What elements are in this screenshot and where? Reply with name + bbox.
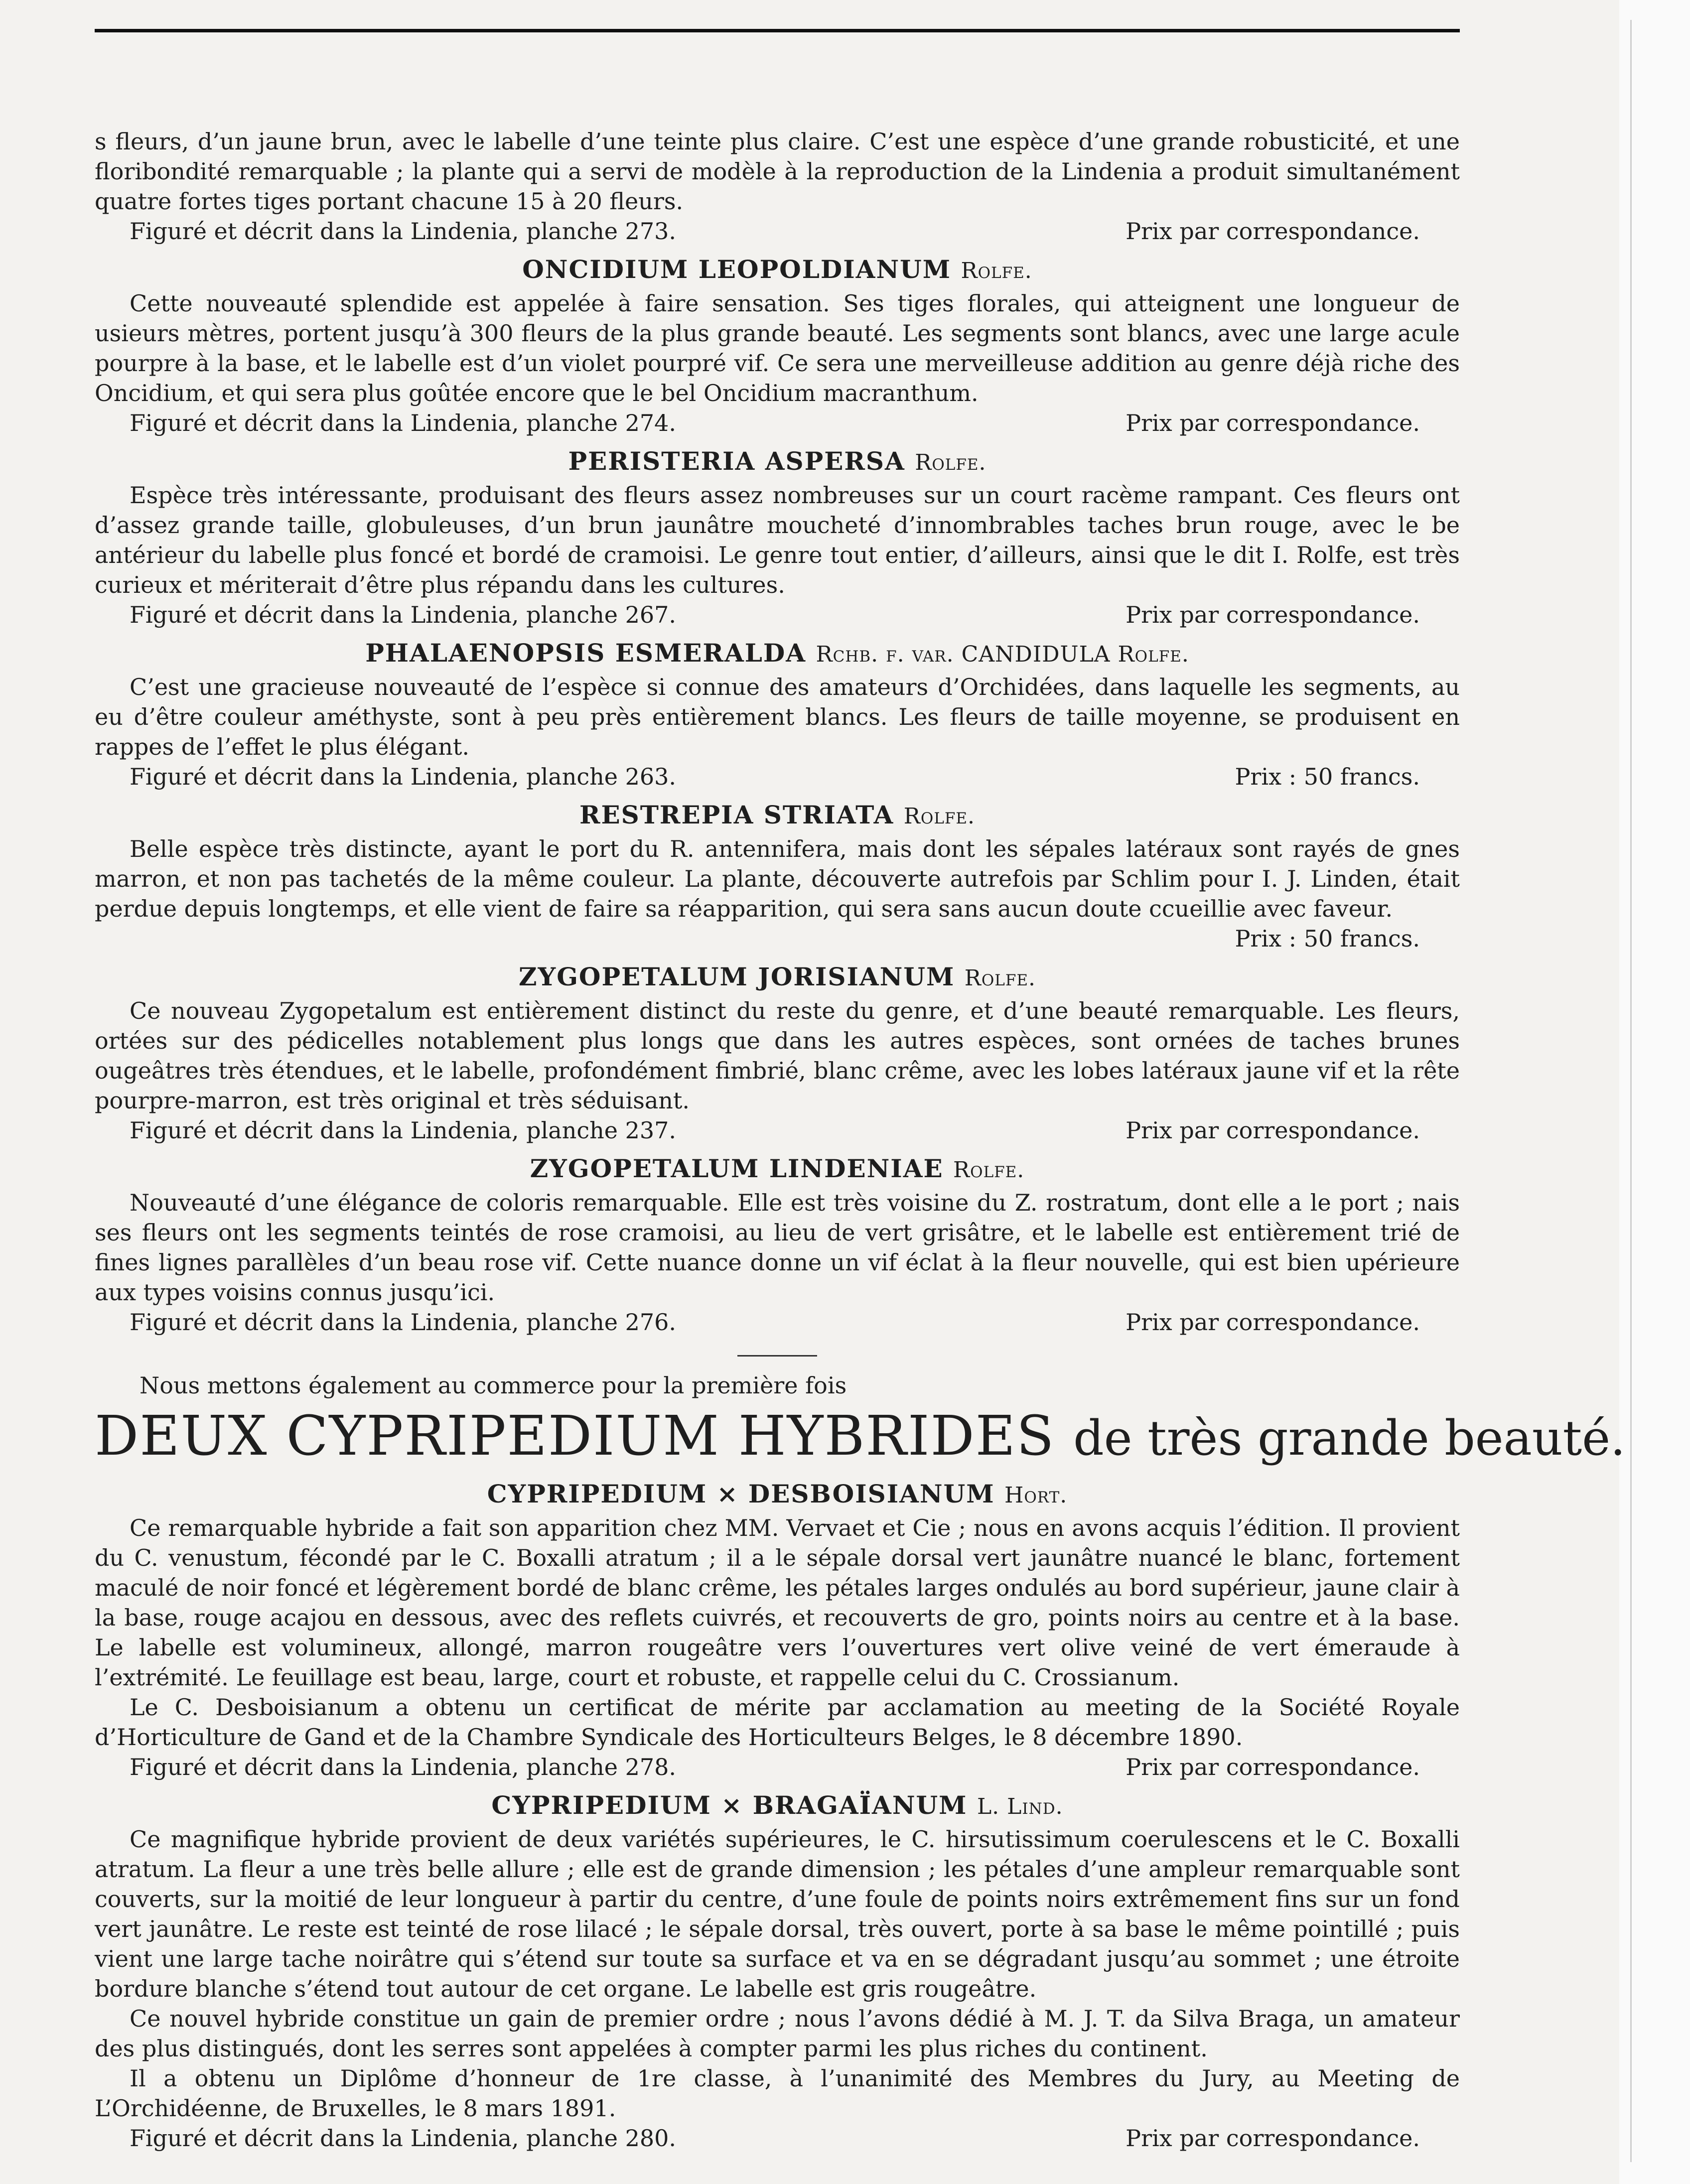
entry-heading — [95, 637, 1460, 671]
figure-row — [95, 2123, 1460, 2153]
figure-row — [95, 762, 1460, 792]
page-title-main: DEUX CYPRIPEDIUM HYBRIDES — [95, 1404, 1055, 1468]
price: Prix par correspondance. — [1126, 1117, 1420, 1144]
page-content — [95, 120, 1626, 2153]
entry-author: Rolfe. — [964, 965, 1036, 991]
top-rule — [95, 29, 1460, 32]
entry-title: ZYGOPETALUM JORISIANUM — [519, 962, 955, 991]
price: Prix : 50 francs. — [1235, 763, 1420, 790]
price: Prix par correspondance. — [1126, 410, 1420, 436]
entry-body: Ce remarquable hybride a fait son apparition chez MM. Vervaet et Cie ; nous en avons acquis l’édition. Il provient du C. venustum, fécondé par le C. Boxalli atratum ; il a le sépale dorsal vert jaunâtre nuancé le blanc, fortement maculé de noir foncé et légèrement bordé de blanc crême, les pétales larges ondulés au bord supérieur, jaune clair à la base, rouge acajou en dessous, avec des reflets cuivrés, et recouverts de gro, points noirs au centre et à la base. Le labelle est volumineux, allongé, marron rougeâtre vers l’ouvertures vert olive veiné de vert émeraude à l’extrémité. Le feuillage est beau, large, court et robuste, et rappelle celui du C. Crossianum. — [95, 1514, 1460, 1691]
entry-peristeria — [95, 445, 1460, 630]
entry-heading — [95, 1478, 1460, 1512]
section-divider — [737, 1355, 817, 1357]
entry-title: PHALAENOPSIS ESMERALDA — [365, 638, 807, 668]
page-edge — [1619, 0, 1690, 2184]
figure-row — [95, 924, 1460, 954]
top-entry — [95, 127, 1460, 246]
entry-phalaenopsis — [95, 637, 1460, 792]
figure-ref: Figuré et décrit dans la Lindenia, planche 276. — [130, 1309, 677, 1336]
entry-restrepia — [95, 799, 1460, 954]
entry-author: Rchb. f. var. CANDIDULA Rolfe. — [816, 642, 1189, 667]
entry-heading — [95, 799, 1460, 833]
entry-title: ZYGOPETALUM LINDENIAE — [530, 1154, 944, 1183]
entry-body: Cette nouveauté splendide est appelée à faire sensation. Ses tiges florales, qui atteignent une longueur de usieurs mètres, portent jusqu’à 300 fleurs de la plus grande beauté. Les segments sont blancs, avec une large acule pourpre à la base, et le labelle est d’un violet pourpré vif. Ce sera une merveilleuse addition au genre déjà riche des Oncidium, et qui sera plus goûtée encore que le bel Oncidium macranthum. — [95, 290, 1460, 407]
entry-author: Rolfe. — [903, 804, 976, 829]
figure-ref: Figuré et décrit dans la Lindenia, planche 267. — [130, 601, 677, 628]
entry-body: Ce nouveau Zygopetalum est entièrement distinct du reste du genre, et d’une beauté remarquable. Les fleurs, ortées sur des pédicelles notablement plus longs que dans les autres espèces, sont ornées de taches brunes ougeâtres très étendues, et le labelle, profondément fimbrié, blanc crême, avec les lobes latéraux jaune vif et la rête pourpre-marron, est très original et très séduisant. — [95, 997, 1460, 1114]
entry-body: C’est une gracieuse nouveauté de l’espèce si connue des amateurs d’Orchidées, dans laquelle les segments, au eu d’être couleur améthyste, sont à peu près entièrement blancs. Les fleurs de taille moyenne, se produisent en rappes de l’effet le plus élégant. — [95, 674, 1460, 760]
page-title — [95, 1403, 1626, 1471]
entry-heading — [95, 253, 1460, 287]
intro-line: Nous mettons également au commerce pour la première fois — [140, 1372, 847, 1399]
figure-ref: Figuré et décrit dans la Lindenia, planche 274. — [130, 410, 677, 436]
entry-body-2: Le C. Desboisianum a obtenu un certificat de mérite par acclamation au meeting de la Société Royale d’Horticulture de Gand et de la Chambre Syndicale des Horticulteurs Belges, le 8 décembre 1890. — [95, 1694, 1460, 1751]
price: Prix par correspondance. — [1126, 2125, 1420, 2152]
entry-title: CYPRIPEDIUM × BRAGAÏANUM — [491, 1790, 968, 1820]
entry-title: RESTREPIA STRIATA — [579, 800, 894, 829]
price: Prix par correspondance. — [1126, 1309, 1420, 1336]
entry-title: CYPRIPEDIUM × DESBOISIANUM — [487, 1479, 995, 1508]
entry-body: Nouveauté d’une élégance de coloris remarquable. Elle est très voisine du Z. rostratum, dont elle a le port ; nais ses fleurs ont les segments teintés de rose cramoisi, au lieu de vert grisâtre, et le labelle est entièrement trié de fines lignes parallèles d’un beau rose vif. Cette nuance donne un vif éclat à la fleur nouvelle, qui est bien upérieure aux types voisins connus jusqu’ici. — [95, 1189, 1460, 1306]
figure-ref: Figuré et décrit dans la Lindenia, planche 237. — [130, 1117, 677, 1144]
entry-heading — [95, 960, 1460, 995]
entry-title: PERISTERIA ASPERSA — [568, 446, 905, 476]
entry-desboisianum — [95, 1478, 1460, 1782]
entry-heading — [95, 445, 1460, 479]
price: Prix par correspondance. — [1126, 218, 1420, 245]
entry-title: ONCIDIUM LEOPOLDIANUM — [522, 255, 952, 284]
price: Prix par correspondance. — [1126, 1754, 1420, 1780]
entry-bragaianum — [95, 1789, 1460, 2153]
entry-author: Rolfe. — [915, 450, 986, 475]
entry-zygopetalum-jorisianum — [95, 960, 1460, 1145]
page-edge-line — [1630, 20, 1632, 2162]
price: Prix par correspondance. — [1126, 601, 1420, 628]
entry-body: Belle espèce très distincte, ayant le port du R. antennifera, mais dont les sépales latéraux sont rayés de gnes marron, et non pas tachetés de la même couleur. La plante, découverte autrefois par Schlim pour I. J. Linden, était perdue depuis longtemps, et elle vient de faire sa réapparition, qui sera sans aucun doute ccueillie avec faveur. — [95, 835, 1460, 922]
figure-row — [95, 216, 1460, 246]
page-title-rest: de très grande beauté. — [1073, 1410, 1626, 1466]
figure-row — [95, 408, 1460, 438]
figure-row — [95, 1307, 1460, 1337]
entry-author: L. Lind. — [977, 1794, 1063, 1819]
entry-oncidium — [95, 253, 1460, 438]
entry-body-3: Il a obtenu un Diplôme d’honneur de 1re classe, à l’unanimité des Membres du Jury, au Meeting de L’Orchidéenne, de Bruxelles, le 8 mars 1891. — [95, 2065, 1460, 2122]
entry-body: Espèce très intéressante, produisant des fleurs assez nombreuses sur un court racème rampant. Ces fleurs ont d’assez grande taille, globuleuses, d’un brun jaunâtre moucheté d’innombrables taches brun rouge, avec le be antérieur du labelle plus foncé et bordé de cramoisi. Le genre tout entier, d’ailleurs, ainsi que le dit I. Rolfe, est très curieux et mériterait d’être plus répandu dans les cultures. — [95, 482, 1460, 598]
figure-ref: Figuré et décrit dans la Lindenia, planche 273. — [130, 218, 677, 245]
entry-author: Hort. — [1004, 1483, 1068, 1508]
figure-row — [95, 1115, 1460, 1145]
figure-ref: Figuré et décrit dans la Lindenia, planche 263. — [130, 763, 677, 790]
entry-author: Rolfe. — [953, 1157, 1025, 1183]
entry-zygopetalum-lindeniae — [95, 1152, 1460, 1337]
figure-ref: Figuré et décrit dans la Lindenia, planche 278. — [130, 1754, 677, 1780]
figure-row — [95, 1752, 1460, 1782]
entry-heading — [95, 1789, 1460, 1823]
top-paragraph: s fleurs, d’un jaune brun, avec le labelle d’une teinte plus claire. C’est une espèce d’une grande robusticité, et une floribondité remarquable ; la plante qui a servi de modèle à la reproduction de la Lindenia a produit simultanément quatre fortes tiges portant chacune 15 à 20 fleurs. — [95, 128, 1460, 215]
entry-body: Ce magnifique hybride provient de deux variétés supérieures, le C. hirsutissimum coerulescens et le C. Boxalli atratum. La fleur a une très belle allure ; elle est de grande dimension ; les pétales d’une ampleur remarquable sont couverts, sur la moitié de leur longueur à partir du centre, d’une foule de points noirs extrêmement fins sur un fond vert jaunâtre. Le reste est teinté de rose lilacé ; le sépale dorsal, très ouvert, porte à sa base le même pointillé ; puis vient une large tache noirâtre qui s’étend sur toute sa surface et va en se dégradant jusqu’au sommet ; une étroite bordure blanche s’étend tout autour de cet organe. Le labelle est gris rougeâtre. — [95, 1826, 1460, 2002]
entry-author: Rolfe. — [961, 258, 1032, 283]
figure-ref: Figuré et décrit dans la Lindenia, planche 280. — [130, 2125, 677, 2152]
price: Prix : 50 francs. — [1235, 925, 1420, 952]
entry-heading — [95, 1152, 1460, 1187]
entry-body-2: Ce nouvel hybride constitue un gain de premier ordre ; nous l’avons dédié à M. J. T. da Silva Braga, un amateur des plus distingués, dont les serres sont appelées à compter parmi les plus riches du continent. — [95, 2005, 1460, 2062]
figure-row — [95, 600, 1460, 630]
